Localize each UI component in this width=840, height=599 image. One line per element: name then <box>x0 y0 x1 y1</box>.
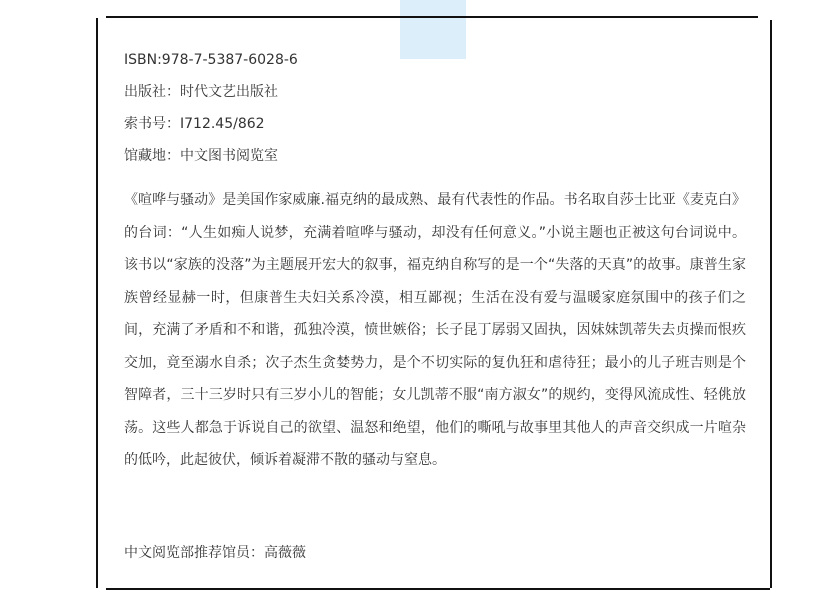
isbn: ISBN:978-7-5387-6028-6 <box>124 52 298 68</box>
call-number: 索书号：I712.45/862 <box>124 116 265 132</box>
book-record <box>124 44 744 172</box>
card-top-border <box>106 16 758 18</box>
card-bottom-border <box>106 588 770 590</box>
recommending-librarian: 中文阅览部推荐馆员：高薇薇 <box>124 545 306 561</box>
publisher: 出版社：时代文艺出版社 <box>124 84 278 100</box>
card-left-border <box>96 18 98 588</box>
location: 馆藏地：中文图书阅览室 <box>124 148 278 164</box>
book-summary: 《喧哗与骚动》是美国作家威廉.福克纳的最成熟、最有代表性的作品。书名取自莎士比亚《麦克白》的台词：“人生如痴人说梦，充满着喧哗与骚动，却没有任何意义。”小说主题也正被这句台词说中。该书以“家族的没落”为主题展开宏大的叙事，福克纳自称写的是一个“失落的天真”的故事。康普生家族曾经显赫一时，但康普生夫妇关系冷漠，相互鄙视；生活在没有爱与温暖家庭氛围中的孩子们之间，充满了矛盾和不和谐，孤独冷漠，愤世嫉俗；长子昆丁孱弱又固执，因妹妹凯蒂失去贞操而恨疚交加，竟至溺水自杀；次子杰生贪婪势力，是个不切实际的复仇狂和虐待狂；最小的儿子班吉则是个智障者，三十三岁时只有三岁小儿的智能；女儿凯蒂不服“南方淑女”的规约，变得风流成性、轻佻放荡。这些人都急于诉说自己的欲望、温怒和绝望，他们的嘶吼与故事里其他人的声音交织成一片喧杂的低吟，此起彼伏，倾诉着凝滞不散的骚动与窒息。 <box>124 192 746 468</box>
card-right-border <box>770 20 772 588</box>
